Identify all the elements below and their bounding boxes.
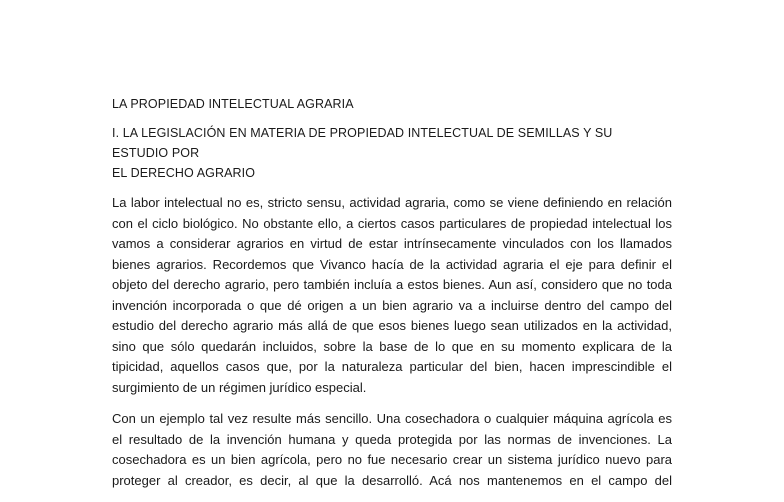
section-heading: [112, 123, 672, 183]
paragraph-line: el resultado de la invención humana y queda protegida por las normas de invenciones. La: [112, 431, 672, 447]
section-heading-line: EL DERECHO AGRARIO: [112, 166, 256, 180]
paragraph-line: objeto del derecho agrario, pero también incluía a estos bienes. Aun así, considero que no toda: [112, 277, 672, 292]
document-title: LA PROPIEDAD INTELECTUAL AGRARIA: [112, 97, 354, 111]
paragraph-line: con el ciclo biológico. No obstante ello, a ciertos casos particulares de propiedad intelectual los: [112, 215, 672, 231]
paragraph-line: La labor intelectual no es, stricto sensu, actividad agraria, como se viene definiendo en relación: [112, 195, 672, 210]
paragraph-line: bienes agrarios. Recordemos que Vivanco hacía de la actividad agraria el eje para definir el: [112, 256, 672, 272]
paragraph: [112, 409, 672, 491]
paragraph-line: estudio del derecho agrario más allá de que esos bienes luego sean utilizados en la actividad,: [112, 318, 672, 333]
paragraph-line: sino que sólo quedarán incluidos, sobre la base de lo que en su momento explicara de la: [112, 338, 672, 354]
paragraph-line: vamos a considerar agrarios en virtud de estar intrínsecamente vinculados con los llamados: [112, 236, 672, 251]
paragraph-line: cosechadora es un bien agrícola, pero no fue necesario crear un sistema jurídico nuevo para: [112, 452, 672, 467]
paragraph-line: surgimiento de un régimen jurídico especial.: [112, 379, 367, 395]
paragraph-line: tipicidad, aquellos casos que, por la naturaleza particular del bien, hacen imprescindible el: [112, 359, 672, 374]
section-heading-line: I. LA LEGISLACIÓN EN MATERIA DE PROPIEDAD INTELECTUAL DE SEMILLAS Y SU ESTUDIO POR: [112, 126, 613, 160]
paragraph-line: invención incorporada o que dé origen a un bien agrario va a incluirse dentro del campo del: [112, 297, 672, 313]
paragraph-line: proteger al creador, es decir, al que la desarrolló. Acá nos mantenemos en el campo del: [112, 472, 672, 488]
paragraph: [112, 193, 672, 398]
paragraph-line: Con un ejemplo tal vez resulte más sencillo. Una cosechadora o cualquier máquina agrícola es: [112, 411, 672, 426]
